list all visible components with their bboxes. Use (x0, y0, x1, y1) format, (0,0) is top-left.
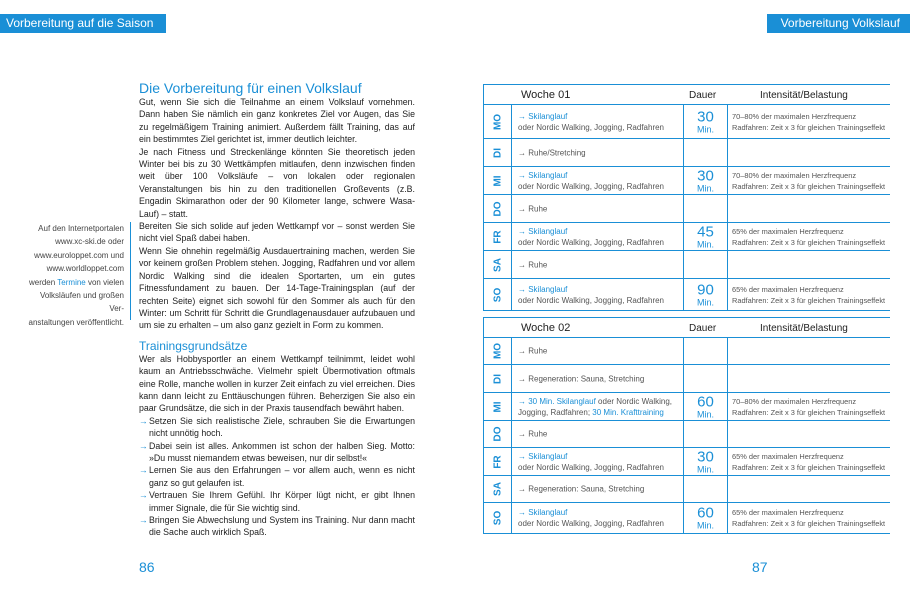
activity-text: → Ruhe/Stretching (518, 148, 586, 157)
duration-unit: Min. (696, 520, 714, 531)
day-cell (484, 251, 512, 278)
table-row (484, 139, 890, 167)
intensity-line: 70–80% der maximalen Herzfrequenz (732, 170, 857, 180)
list-item-text: Lernen Sie aus den Erfahrungen – vor allem auch, wenn es nicht ganz so gut gelaufen ist. (149, 465, 415, 488)
day-label: SO (492, 510, 503, 526)
day-label: SA (492, 257, 503, 272)
day-cell (484, 476, 512, 502)
intensity-line: 65% der maximalen Herzfrequenz (732, 226, 844, 236)
activity-cell (518, 429, 686, 440)
activity-cell (518, 396, 686, 418)
duration-value: 30 (697, 448, 714, 465)
activity-alt: oder Nordic Walking, Jogging, Radfahren (518, 237, 665, 247)
day-label: DO (492, 426, 503, 442)
section-header-right: Vorbereitung Volkslauf (767, 14, 910, 33)
arrow-right-icon: → (139, 515, 148, 525)
day-label: DI (492, 147, 503, 158)
day-cell (484, 448, 512, 475)
activity-text: → Regeneration: Sauna, Stretching (518, 374, 645, 383)
intensity-line: Radfahren: Zeit x 3 für gleichen Trainingseffekt (732, 407, 886, 417)
activity-cell (518, 284, 686, 306)
intensity-line: Radfahren: Zeit x 3 für gleichen Trainingseffekt (732, 295, 886, 305)
table-row (484, 195, 890, 223)
week-title: Woche 02 (521, 322, 571, 334)
duration-value: 90 (697, 281, 714, 298)
sidebar-note (24, 222, 124, 329)
list-item (139, 489, 415, 514)
duration-unit: Min. (696, 464, 714, 474)
col-dauer: Dauer (689, 323, 717, 334)
list-item-text: Dabei sein ist alles. Ankommen ist schon der halben Sieg. Motto: »Du musst niemandem etwas beweisen, nur dir selbst!« (149, 440, 415, 463)
day-label: DO (492, 201, 503, 216)
activity-alt (518, 407, 686, 418)
principles-list (139, 415, 415, 539)
paragraph: Wer als Hobbysportler an einem Wettkampf teilnimmt, leidet wohl kaum an Antriebsschwäche. Vielmehr spielt Übermotivation oftmals eine Rolle, manche wollen in kurzer Zeit einfach zu viel erreichen. Dies kann dann leicht zu Enttäuschungen führen. Beherzigen Sie also ein paar Grundsätze, die sich in der Praxis tausendfach bewährt haben. (139, 353, 415, 414)
duration-cell (683, 421, 728, 447)
intensity-line: 65% der maximalen Herzfrequenz (732, 508, 844, 517)
duration-cell (683, 365, 728, 392)
paragraph: Bereiten Sie sich solide auf jeden Wettkampf vor – sonst werden Sie nicht viel Spaß dabei haben. (139, 221, 415, 244)
duration-unit: Min. (696, 239, 714, 249)
day-label: MI (492, 400, 503, 413)
intensity-line: 65% der maximalen Herzfrequenz (732, 284, 844, 294)
sidebar-rule (130, 222, 131, 320)
intensity-line: Radfahren: Zeit x 3 für gleichen Trainingseffekt (732, 181, 886, 191)
sidebar-line: Volksläufen und großen Ver- (39, 291, 124, 314)
activity-cell (518, 259, 686, 270)
arrow-right-icon: → (139, 490, 148, 501)
intensity-line: Radfahren: Zeit x 3 für gleichen Trainingseffekt (732, 122, 886, 132)
paragraph: Gut, wenn Sie sich die Teilnahme an einem Volkslauf vornehmen. Dann haben Sie nämlich ein ganz konkretes Ziel vor Augen, das Sie zu regelmäßigem Training animiert. Außerdem fällt Training, das auf ein bestimmtes Ziel gerichtet ist, immer deutlich leichter. (139, 97, 415, 145)
activity-cell (518, 346, 686, 357)
sidebar-highlight: Termine (57, 277, 86, 287)
article-title: Die Vorbereitung für einen Volkslauf (139, 80, 362, 96)
sidebar-line: www.worldloppet.com (46, 264, 124, 274)
duration-cell (683, 503, 728, 533)
arrow-right-icon: → (139, 440, 148, 451)
duration-cell (683, 139, 728, 166)
duration-unit: Min. (696, 183, 714, 193)
activity-main (518, 373, 686, 384)
duration-cell (683, 338, 728, 364)
activity-main: → Skilanglauf (518, 451, 568, 461)
duration-value: 45 (697, 223, 714, 240)
duration-unit: Min. (696, 297, 714, 307)
sidebar-line: anstaltungen veröffentlicht. (28, 317, 124, 327)
activity-cell (518, 226, 686, 248)
list-item-text: Setzen Sie sich realistische Ziele, schrauben Sie die Erwartungen nicht unnötig hoch. (149, 415, 415, 439)
activity-text: → Ruhe (518, 429, 548, 439)
table-row (484, 338, 890, 365)
paragraph: Wenn Sie ohnehin regelmäßig Ausdauertraining machen, werden Sie vor keinem großen Problem stehen. Jogging, Radfahren und vor allem Nordic Walking sind die idealen Sportarten, um ein gutes Fitnessfundament zu bauen. Der 14-Tage-Trainingsplan (auf der rechten Seite) eignet sich sowohl für den Sommer als auch für den Winter: um Schritt für Schritt die Grundlagenausdauer aufzubauen und um sie zu erhalten – um also ganz gezielt in Form zu kommen. (139, 245, 415, 331)
activity-main (518, 346, 686, 357)
table-row (484, 279, 890, 310)
duration-cell (683, 167, 728, 194)
intensity-cell (732, 451, 885, 473)
activity-main: → Skilanglauf (518, 508, 568, 517)
week-table-2 (483, 317, 890, 534)
day-cell (484, 503, 512, 533)
activity-highlight: 30 Min. Krafttraining (592, 407, 664, 417)
activity-text: → Ruhe (518, 204, 548, 213)
list-item (139, 464, 415, 489)
article (139, 80, 415, 539)
duration-cell (683, 448, 728, 475)
day-cell (484, 279, 512, 310)
list-item-text: Bringen Sie Abwechslung und System ins Training. Nur dann macht die Sache auch wirklich Spaß. (149, 515, 415, 538)
week-title: Woche 01 (521, 89, 571, 101)
section-heading: Trainingsgrundsätze (139, 338, 248, 353)
day-label: SO (492, 287, 503, 302)
activity-alt: oder Nordic Walking, Jogging, Radfahren (518, 295, 665, 305)
day-label: MO (492, 113, 503, 130)
activity-alt: oder Nordic Walking, Jogging, Radfahren (518, 122, 665, 132)
intensity-line: 70–80% der maximalen Herzfrequenz (732, 396, 857, 406)
duration-cell (683, 105, 728, 138)
duration-value: 60 (697, 393, 714, 410)
duration-unit: Min. (696, 409, 714, 419)
activity-cell (518, 203, 686, 214)
duration-cell (683, 476, 728, 502)
activity-text: oder Nordic Walking, (595, 396, 673, 406)
sidebar-line: www.xc-ski.de oder (55, 237, 124, 247)
activity-text: → Ruhe (518, 260, 548, 269)
table-row (484, 223, 890, 251)
intensity-line: Radfahren: Zeit x 3 für gleichen Trainingseffekt (732, 237, 886, 247)
duration-unit: Min. (696, 124, 714, 134)
week-table-header (484, 318, 890, 338)
duration-cell (683, 279, 728, 310)
day-cell (484, 223, 512, 250)
activity-main (518, 429, 686, 440)
list-item (139, 415, 415, 440)
intensity-cell (732, 396, 885, 418)
activity-main: → Skilanglauf (518, 284, 568, 294)
activity-cell (518, 147, 686, 158)
intensity-cell (732, 226, 885, 248)
activity-text: → Regeneration: Sauna, Stretching (518, 484, 645, 494)
day-label: FR (492, 229, 503, 244)
activity-cell (518, 111, 686, 133)
list-item-text: Vertrauen Sie Ihrem Gefühl. Ihr Körper lügt nicht, er gibt Ihnen immer Signale, die für Sie wichtig sind. (149, 490, 415, 513)
week-table-1 (483, 84, 890, 311)
arrow-right-icon: → (139, 415, 148, 426)
intensity-cell (732, 170, 885, 192)
activity-main: → Skilanglauf (518, 111, 568, 121)
day-label: DI (492, 373, 503, 384)
day-cell (484, 195, 512, 222)
duration-value: 60 (697, 504, 714, 522)
arrow-right-icon: → (139, 465, 148, 476)
activity-text: → Ruhe (518, 346, 548, 356)
page-number-left: 86 (139, 559, 155, 575)
table-row (484, 476, 890, 503)
intensity-line: Radfahren: Zeit x 3 für gleichen Trainingseffekt (732, 519, 886, 528)
activity-highlight: → 30 Min. Skilanglauf (518, 396, 596, 406)
duration-cell (683, 393, 728, 420)
activity-cell (518, 451, 686, 473)
activity-main (518, 396, 686, 407)
paragraph: Je nach Fitness und Streckenlänge könnten Sie theoretisch jeden Winter bei bis zu 30 Wettkämpfen mitlaufen, denn inzwischen finden weit über 100 Volksläufe – von lokalen oder regionalen Veranstaltungen bis hin zu den traditionellen Großevents (z.B. Engadin Skimarathon oder der 90 Kilometer lange, schwere Wasa-Lauf) – statt. (139, 146, 415, 219)
intensity-line: 70–80% der maximalen Herzfrequenz (732, 111, 857, 121)
day-cell (484, 365, 512, 392)
activity-main: → Skilanglauf (518, 170, 568, 180)
intensity-cell (732, 111, 885, 133)
table-row (484, 251, 890, 279)
sidebar-line: www.euroloppet.com und (34, 250, 124, 260)
activity-main (518, 147, 686, 158)
page-number-right: 87 (752, 559, 768, 575)
day-cell (484, 338, 512, 364)
day-cell (484, 139, 512, 166)
activity-text: Jogging, Radfahren; (518, 407, 593, 417)
activity-alt: oder Nordic Walking, Jogging, Radfahren (518, 181, 665, 191)
day-label: FR (492, 454, 503, 469)
day-label: MO (492, 342, 503, 360)
list-item (139, 514, 415, 539)
duration-cell (683, 251, 728, 278)
activity-main (518, 259, 686, 270)
sidebar-line: Auf den Internetportalen (38, 224, 124, 233)
activity-alt: oder Nordic Walking, Jogging, Radfahren (518, 519, 665, 528)
table-row (484, 503, 890, 533)
week-table-header (484, 85, 890, 105)
table-row (484, 393, 890, 421)
duration-value: 30 (697, 108, 714, 125)
table-row (484, 448, 890, 476)
intensity-line: 65% der maximalen Herzfrequenz (732, 451, 844, 461)
sidebar-text: werden (28, 277, 58, 287)
activity-cell (518, 170, 686, 192)
intensity-cell (732, 284, 885, 306)
activity-main: → Skilanglauf (518, 226, 568, 236)
day-cell (484, 393, 512, 420)
list-item (139, 440, 415, 465)
intensity-cell (732, 507, 885, 529)
day-label: MI (492, 174, 503, 187)
day-label: SA (492, 482, 503, 496)
activity-cell (518, 484, 686, 495)
sidebar-line (24, 276, 124, 289)
day-cell (484, 167, 512, 194)
duration-cell (683, 223, 728, 250)
activity-cell (518, 373, 686, 384)
day-cell (484, 105, 512, 138)
day-cell (484, 421, 512, 447)
activity-cell (518, 507, 686, 529)
col-intensity: Intensität/Belastung (760, 90, 848, 101)
duration-cell (683, 195, 728, 222)
activity-main (518, 484, 686, 495)
section-header-left: Vorbereitung auf die Saison (0, 14, 166, 33)
table-row (484, 105, 890, 139)
activity-alt: oder Nordic Walking, Jogging, Radfahren (518, 462, 665, 472)
col-dauer: Dauer (689, 90, 717, 101)
intensity-line: Radfahren: Zeit x 3 für gleichen Trainingseffekt (732, 462, 886, 472)
activity-main (518, 203, 686, 214)
duration-value: 30 (697, 167, 714, 184)
table-row (484, 365, 890, 393)
sidebar-text: von vielen (85, 277, 124, 287)
table-row (484, 167, 890, 195)
col-intensity: Intensität/Belastung (760, 323, 848, 334)
table-row (484, 421, 890, 448)
